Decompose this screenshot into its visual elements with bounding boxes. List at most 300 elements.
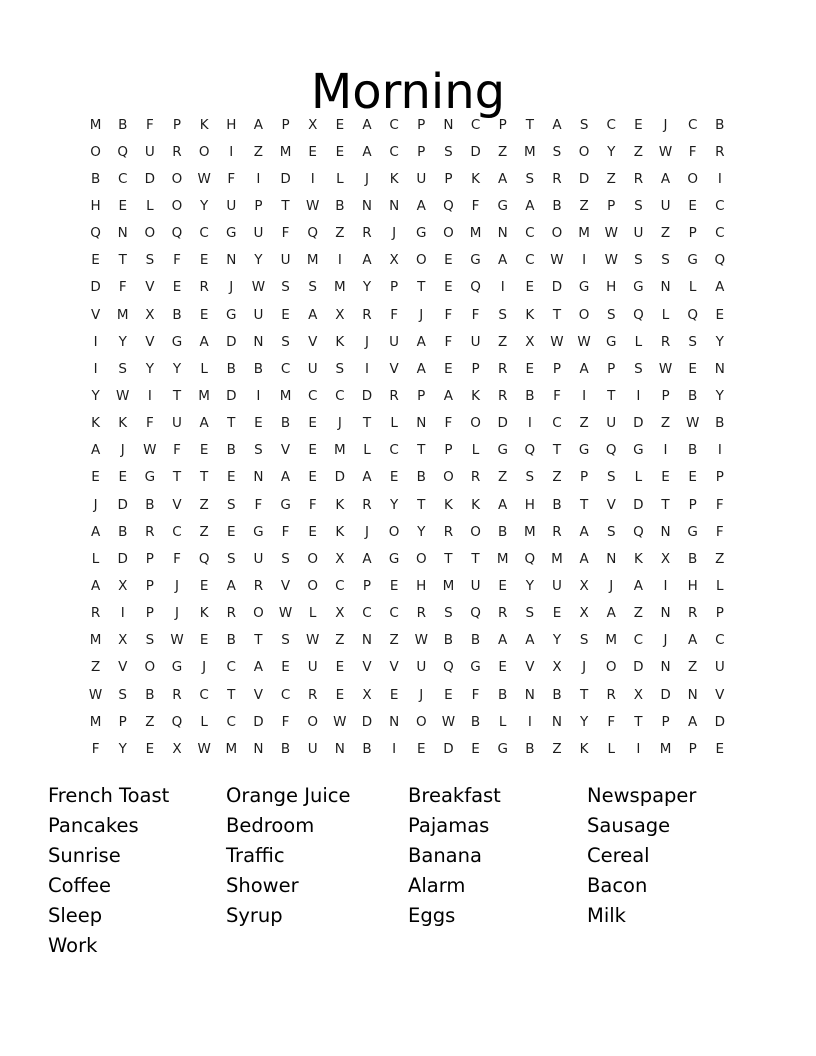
- grid-cell: C: [715, 197, 725, 214]
- grid-cell: E: [552, 605, 562, 622]
- grid-cell: P: [552, 360, 562, 377]
- grid-cell: E: [118, 197, 127, 214]
- grid-cell: X: [362, 686, 372, 703]
- grid-cell: J: [175, 605, 179, 622]
- word-item: Alarm: [408, 873, 466, 897]
- grid-cell: L: [363, 442, 371, 459]
- grid-cell: M: [334, 279, 346, 296]
- grid-cell: I: [364, 360, 369, 377]
- grid-cell: O: [307, 550, 319, 567]
- grid-cell: E: [335, 659, 345, 676]
- word-item: Banana: [408, 843, 482, 867]
- grid-cell: L: [607, 740, 615, 757]
- grid-cell: F: [227, 170, 236, 187]
- grid-cell: S: [606, 306, 616, 323]
- grid-cell: R: [362, 306, 372, 323]
- grid-cell: Z: [389, 632, 399, 649]
- grid-cell: X: [118, 632, 128, 649]
- grid-cell: Z: [715, 550, 725, 567]
- grid-cell: B: [280, 415, 291, 432]
- grid-cell: O: [307, 577, 319, 594]
- grid-cell: R: [145, 523, 155, 540]
- word-list-column: [226, 781, 351, 931]
- word-list-column: [408, 781, 501, 931]
- grid-cell: V: [308, 333, 318, 350]
- word-item: Bedroom: [226, 813, 315, 837]
- grid-cell: C: [552, 415, 562, 432]
- grid-cell: K: [525, 306, 535, 323]
- grid-cell: Y: [254, 252, 263, 269]
- grid-cell: T: [417, 279, 426, 296]
- grid-cell: X: [335, 550, 345, 567]
- grid-cell: G: [470, 659, 481, 676]
- grid-cell: Z: [335, 225, 345, 242]
- grid-cell: E: [308, 143, 317, 160]
- grid-cell: C: [199, 686, 209, 703]
- grid-cell: C: [280, 360, 291, 377]
- grid-cell: W: [550, 333, 564, 350]
- grid-cell: B: [362, 740, 372, 757]
- word-item: Pajamas: [408, 813, 490, 837]
- grid-cell: O: [144, 225, 156, 242]
- grid-cell: L: [661, 306, 670, 323]
- grid-cell: B: [552, 197, 562, 214]
- grid-cell: P: [145, 605, 154, 622]
- grid-cell: U: [470, 577, 481, 594]
- grid-cell: C: [117, 170, 128, 187]
- grid-cell: N: [253, 333, 264, 350]
- grid-cell: C: [687, 116, 698, 133]
- grid-cell: R: [199, 279, 209, 296]
- grid-cell: A: [606, 605, 616, 622]
- grid-cell: J: [663, 632, 668, 649]
- grid-cell: D: [497, 415, 508, 432]
- grid-cell: A: [253, 116, 264, 133]
- grid-cell: R: [90, 605, 101, 622]
- grid-cell: O: [307, 713, 319, 730]
- grid-cell: Y: [715, 387, 724, 404]
- grid-cell: C: [280, 686, 291, 703]
- grid-cell: B: [226, 360, 236, 377]
- grid-cell: A: [579, 523, 589, 540]
- grid-cell: I: [663, 442, 668, 459]
- grid-cell: I: [500, 279, 505, 296]
- grid-cell: F: [118, 279, 127, 296]
- grid-cell: K: [335, 523, 345, 540]
- grid-cell: E: [118, 469, 127, 486]
- grid-cell: Z: [688, 659, 698, 676]
- grid-cell: B: [145, 686, 155, 703]
- word-item: French Toast: [48, 784, 170, 807]
- grid-cell: S: [634, 360, 643, 377]
- grid-cell: B: [172, 306, 182, 323]
- grid-cell: E: [498, 577, 507, 594]
- grid-cell: A: [498, 170, 508, 187]
- grid-cell: J: [392, 225, 397, 242]
- grid-cell: A: [552, 116, 562, 133]
- grid-cell: E: [172, 279, 182, 296]
- grid-cell: O: [415, 550, 427, 567]
- grid-cell: T: [227, 686, 236, 703]
- grid-cell: R: [552, 523, 562, 540]
- grid-cell: A: [362, 143, 372, 160]
- grid-cell: I: [256, 170, 261, 187]
- grid-cell: M: [225, 740, 238, 757]
- grid-cell: A: [579, 360, 589, 377]
- word-item: Milk: [587, 903, 626, 927]
- grid-cell: E: [227, 523, 236, 540]
- grid-cell: M: [469, 225, 482, 242]
- grid-cell: Z: [335, 632, 345, 649]
- grid-cell: U: [470, 333, 481, 350]
- grid-cell: G: [226, 225, 237, 242]
- grid-cell: R: [443, 523, 454, 540]
- grid-cell: F: [173, 550, 181, 567]
- grid-cell: B: [470, 632, 481, 649]
- grid-cell: S: [281, 333, 290, 350]
- grid-cell: G: [416, 225, 427, 242]
- grid-cell: O: [415, 252, 427, 269]
- grid-cell: S: [335, 360, 345, 377]
- grid-cell: J: [364, 523, 369, 540]
- grid-cell: Z: [660, 415, 671, 432]
- grid-cell: N: [660, 523, 671, 540]
- grid-cell: A: [90, 523, 101, 540]
- grid-cell: X: [552, 659, 562, 676]
- grid-cell: G: [171, 659, 183, 676]
- word-item: Shower: [226, 873, 299, 897]
- grid-cell: E: [688, 469, 697, 486]
- grid-cell: P: [471, 360, 480, 377]
- grid-cell: D: [90, 279, 101, 296]
- grid-cell: W: [658, 360, 673, 377]
- grid-cell: J: [364, 170, 369, 187]
- grid-cell: D: [633, 496, 644, 513]
- grid-cell: O: [551, 225, 563, 242]
- grid-cell: R: [172, 143, 182, 160]
- grid-cell: O: [144, 659, 156, 676]
- grid-cell: H: [606, 279, 617, 296]
- grid-cell: A: [416, 197, 426, 214]
- grid-cell: P: [607, 360, 616, 377]
- grid-cell: L: [634, 469, 643, 486]
- grid-cell: V: [525, 659, 535, 676]
- grid-cell: E: [471, 740, 480, 757]
- grid-cell: P: [498, 116, 507, 133]
- grid-cell: A: [362, 116, 372, 133]
- grid-cell: S: [226, 550, 236, 567]
- word-item: Syrup: [226, 903, 283, 927]
- grid-cell: A: [362, 469, 372, 486]
- grid-cell: A: [416, 360, 426, 377]
- grid-cell: C: [525, 252, 535, 269]
- grid-cell: T: [552, 442, 562, 459]
- grid-cell: C: [470, 116, 481, 133]
- grid-cell: S: [444, 605, 453, 622]
- grid-cell: P: [281, 116, 290, 133]
- grid-cell: P: [417, 116, 426, 133]
- grid-cell: W: [604, 252, 618, 269]
- grid-cell: C: [307, 387, 318, 404]
- grid-cell: E: [254, 415, 263, 432]
- grid-cell: M: [659, 740, 672, 757]
- grid-cell: K: [199, 605, 209, 622]
- grid-cell: M: [89, 116, 102, 133]
- grid-cell: H: [524, 496, 535, 513]
- word-item: Eggs: [408, 903, 456, 927]
- grid-cell: F: [145, 116, 154, 133]
- grid-cell: E: [525, 279, 535, 296]
- grid-cell: F: [715, 523, 724, 540]
- grid-cell: R: [606, 686, 616, 703]
- grid-cell: Y: [118, 740, 127, 757]
- grid-cell: D: [361, 713, 373, 730]
- grid-cell: E: [308, 415, 317, 432]
- grid-cell: Q: [443, 659, 454, 676]
- grid-cell: R: [362, 225, 372, 242]
- grid-cell: K: [471, 387, 480, 404]
- grid-cell: G: [633, 279, 644, 296]
- grid-cell: S: [634, 197, 643, 214]
- grid-cell: L: [200, 713, 208, 730]
- grid-cell: W: [116, 387, 130, 404]
- grid-cell: C: [389, 116, 399, 133]
- grid-cell: M: [198, 387, 210, 404]
- word-item: Bacon: [587, 873, 648, 897]
- grid-cell: E: [91, 469, 100, 486]
- grid-cell: T: [172, 469, 182, 486]
- grid-cell: L: [308, 605, 317, 622]
- grid-cell: Y: [200, 197, 209, 214]
- grid-cell: V: [253, 686, 264, 703]
- grid-cell: B: [280, 740, 291, 757]
- grid-cell: Q: [117, 143, 129, 160]
- grid-cell: F: [281, 225, 290, 242]
- grid-cell: Q: [524, 442, 536, 459]
- grid-cell: Z: [498, 469, 508, 486]
- grid-cell: L: [390, 415, 398, 432]
- grid-cell: Q: [90, 225, 101, 242]
- grid-cell: E: [498, 659, 507, 676]
- grid-cell: E: [199, 632, 209, 649]
- grid-cell: W: [306, 197, 320, 214]
- grid-cell: Y: [118, 333, 127, 350]
- grid-cell: U: [280, 252, 291, 269]
- grid-cell: J: [582, 659, 587, 676]
- grid-cell: U: [660, 197, 671, 214]
- grid-cell: I: [636, 740, 641, 757]
- grid-cell: J: [609, 577, 614, 594]
- word-item: Pancakes: [48, 813, 139, 837]
- grid-cell: U: [714, 659, 725, 676]
- grid-cell: D: [633, 659, 644, 676]
- grid-cell: Y: [552, 632, 562, 649]
- grid-cell: N: [361, 197, 373, 214]
- grid-cell: S: [145, 632, 155, 649]
- grid-cell: C: [633, 632, 644, 649]
- grid-cell: N: [660, 605, 671, 622]
- grid-cell: M: [306, 252, 319, 269]
- grid-cell: E: [145, 740, 155, 757]
- grid-cell: B: [118, 523, 128, 540]
- grid-cell: I: [93, 360, 98, 377]
- grid-cell: G: [497, 740, 508, 757]
- grid-cell: B: [416, 469, 426, 486]
- grid-cell: X: [660, 550, 671, 567]
- grid-cell: U: [253, 550, 264, 567]
- grid-cell: M: [442, 577, 455, 594]
- grid-cell: E: [634, 116, 643, 133]
- grid-cell: D: [117, 550, 128, 567]
- grid-cell: B: [90, 170, 101, 187]
- grid-cell: D: [226, 333, 237, 350]
- grid-cell: B: [525, 740, 535, 757]
- grid-cell: O: [171, 170, 183, 187]
- grid-cell: P: [715, 469, 724, 486]
- grid-cell: S: [579, 632, 589, 649]
- grid-cell: R: [253, 577, 264, 594]
- grid-cell: B: [498, 686, 508, 703]
- grid-cell: L: [716, 577, 724, 594]
- grid-cell: H: [226, 116, 237, 133]
- grid-cell: P: [688, 496, 697, 513]
- grid-cell: N: [117, 225, 128, 242]
- grid-cell: O: [687, 170, 698, 187]
- grid-cell: O: [578, 306, 590, 323]
- grid-cell: S: [525, 605, 535, 622]
- grid-cell: R: [416, 605, 426, 622]
- grid-cell: P: [661, 387, 670, 404]
- grid-cell: X: [579, 605, 589, 622]
- grid-cell: I: [93, 333, 98, 350]
- grid-cell: M: [551, 550, 563, 567]
- grid-cell: V: [389, 360, 399, 377]
- grid-cell: E: [389, 686, 399, 703]
- grid-cell: F: [145, 415, 154, 432]
- page-title: Morning: [310, 64, 506, 121]
- grid-cell: F: [688, 143, 697, 160]
- grid-cell: T: [607, 387, 616, 404]
- grid-cell: R: [497, 387, 508, 404]
- word-item: Newspaper: [587, 784, 697, 807]
- grid-cell: Z: [579, 415, 589, 432]
- grid-cell: B: [715, 116, 725, 133]
- grid-cell: O: [253, 605, 264, 622]
- grid-cell: L: [498, 713, 507, 730]
- grid-cell: K: [91, 415, 100, 432]
- grid-cell: B: [470, 713, 481, 730]
- grid-cell: W: [306, 632, 320, 649]
- grid-cell: M: [279, 387, 292, 404]
- grid-cell: I: [717, 442, 722, 459]
- grid-cell: R: [497, 605, 508, 622]
- grid-cell: A: [688, 632, 698, 649]
- grid-cell: T: [579, 686, 589, 703]
- grid-cell: B: [688, 550, 698, 567]
- grid-cell: T: [118, 252, 127, 269]
- grid-cell: G: [144, 469, 156, 486]
- grid-cell: E: [688, 360, 697, 377]
- grid-cell: B: [118, 116, 128, 133]
- grid-cell: A: [362, 550, 372, 567]
- grid-cell: T: [552, 306, 562, 323]
- grid-cell: G: [578, 279, 590, 296]
- grid-cell: V: [90, 306, 101, 323]
- grid-cell: L: [471, 442, 480, 459]
- grid-cell: I: [337, 252, 342, 269]
- grid-cell: L: [336, 170, 344, 187]
- grid-cell: A: [199, 333, 209, 350]
- word-item: Cereal: [587, 843, 650, 867]
- grid-cell: S: [118, 360, 127, 377]
- grid-cell: B: [226, 442, 236, 459]
- grid-cell: L: [688, 279, 697, 296]
- grid-cell: J: [419, 306, 424, 323]
- grid-cell: U: [307, 740, 318, 757]
- grid-cell: E: [444, 686, 453, 703]
- grid-cell: Y: [91, 387, 100, 404]
- grid-cell: Z: [633, 605, 643, 622]
- grid-cell: X: [308, 116, 318, 133]
- grid-cell: V: [145, 333, 155, 350]
- grid-cell: E: [199, 306, 209, 323]
- grid-cell: B: [552, 686, 562, 703]
- grid-cell: J: [93, 496, 98, 513]
- grid-cell: R: [687, 605, 698, 622]
- grid-cell: E: [389, 469, 399, 486]
- grid-cell: X: [118, 577, 128, 594]
- grid-cell: Z: [498, 143, 508, 160]
- grid-cell: Y: [607, 143, 616, 160]
- grid-cell: X: [525, 333, 535, 350]
- grid-cell: P: [607, 197, 616, 214]
- grid-cell: T: [444, 550, 453, 567]
- grid-cell: V: [715, 686, 725, 703]
- grid-cell: W: [441, 713, 456, 730]
- grid-cell: Q: [470, 605, 481, 622]
- grid-cell: G: [280, 496, 291, 513]
- grid-cell: U: [606, 415, 617, 432]
- grid-cell: V: [280, 577, 291, 594]
- grid-cell: D: [633, 415, 644, 432]
- grid-cell: N: [606, 550, 617, 567]
- grid-cell: F: [471, 197, 480, 214]
- grid-cell: T: [254, 632, 263, 649]
- grid-cell: I: [582, 252, 587, 269]
- grid-cell: T: [362, 415, 372, 432]
- grid-cell: V: [118, 659, 128, 676]
- grid-cell: B: [145, 496, 155, 513]
- grid-cell: N: [551, 713, 563, 730]
- grid-cell: A: [199, 415, 209, 432]
- grid-cell: M: [523, 143, 536, 160]
- grid-cell: J: [202, 659, 207, 676]
- grid-cell: Q: [524, 550, 536, 567]
- grid-cell: Q: [687, 306, 698, 323]
- grid-cell: Z: [498, 333, 508, 350]
- grid-cell: E: [444, 279, 453, 296]
- grid-cell: D: [660, 686, 671, 703]
- grid-cell: C: [389, 605, 399, 622]
- grid-cell: L: [91, 550, 100, 567]
- grid-cell: C: [226, 713, 236, 730]
- grid-cell: Z: [660, 225, 671, 242]
- grid-cell: M: [334, 442, 346, 459]
- grid-cell: C: [172, 523, 182, 540]
- grid-cell: F: [91, 740, 100, 757]
- grid-cell: N: [497, 225, 508, 242]
- grid-cell: N: [389, 713, 400, 730]
